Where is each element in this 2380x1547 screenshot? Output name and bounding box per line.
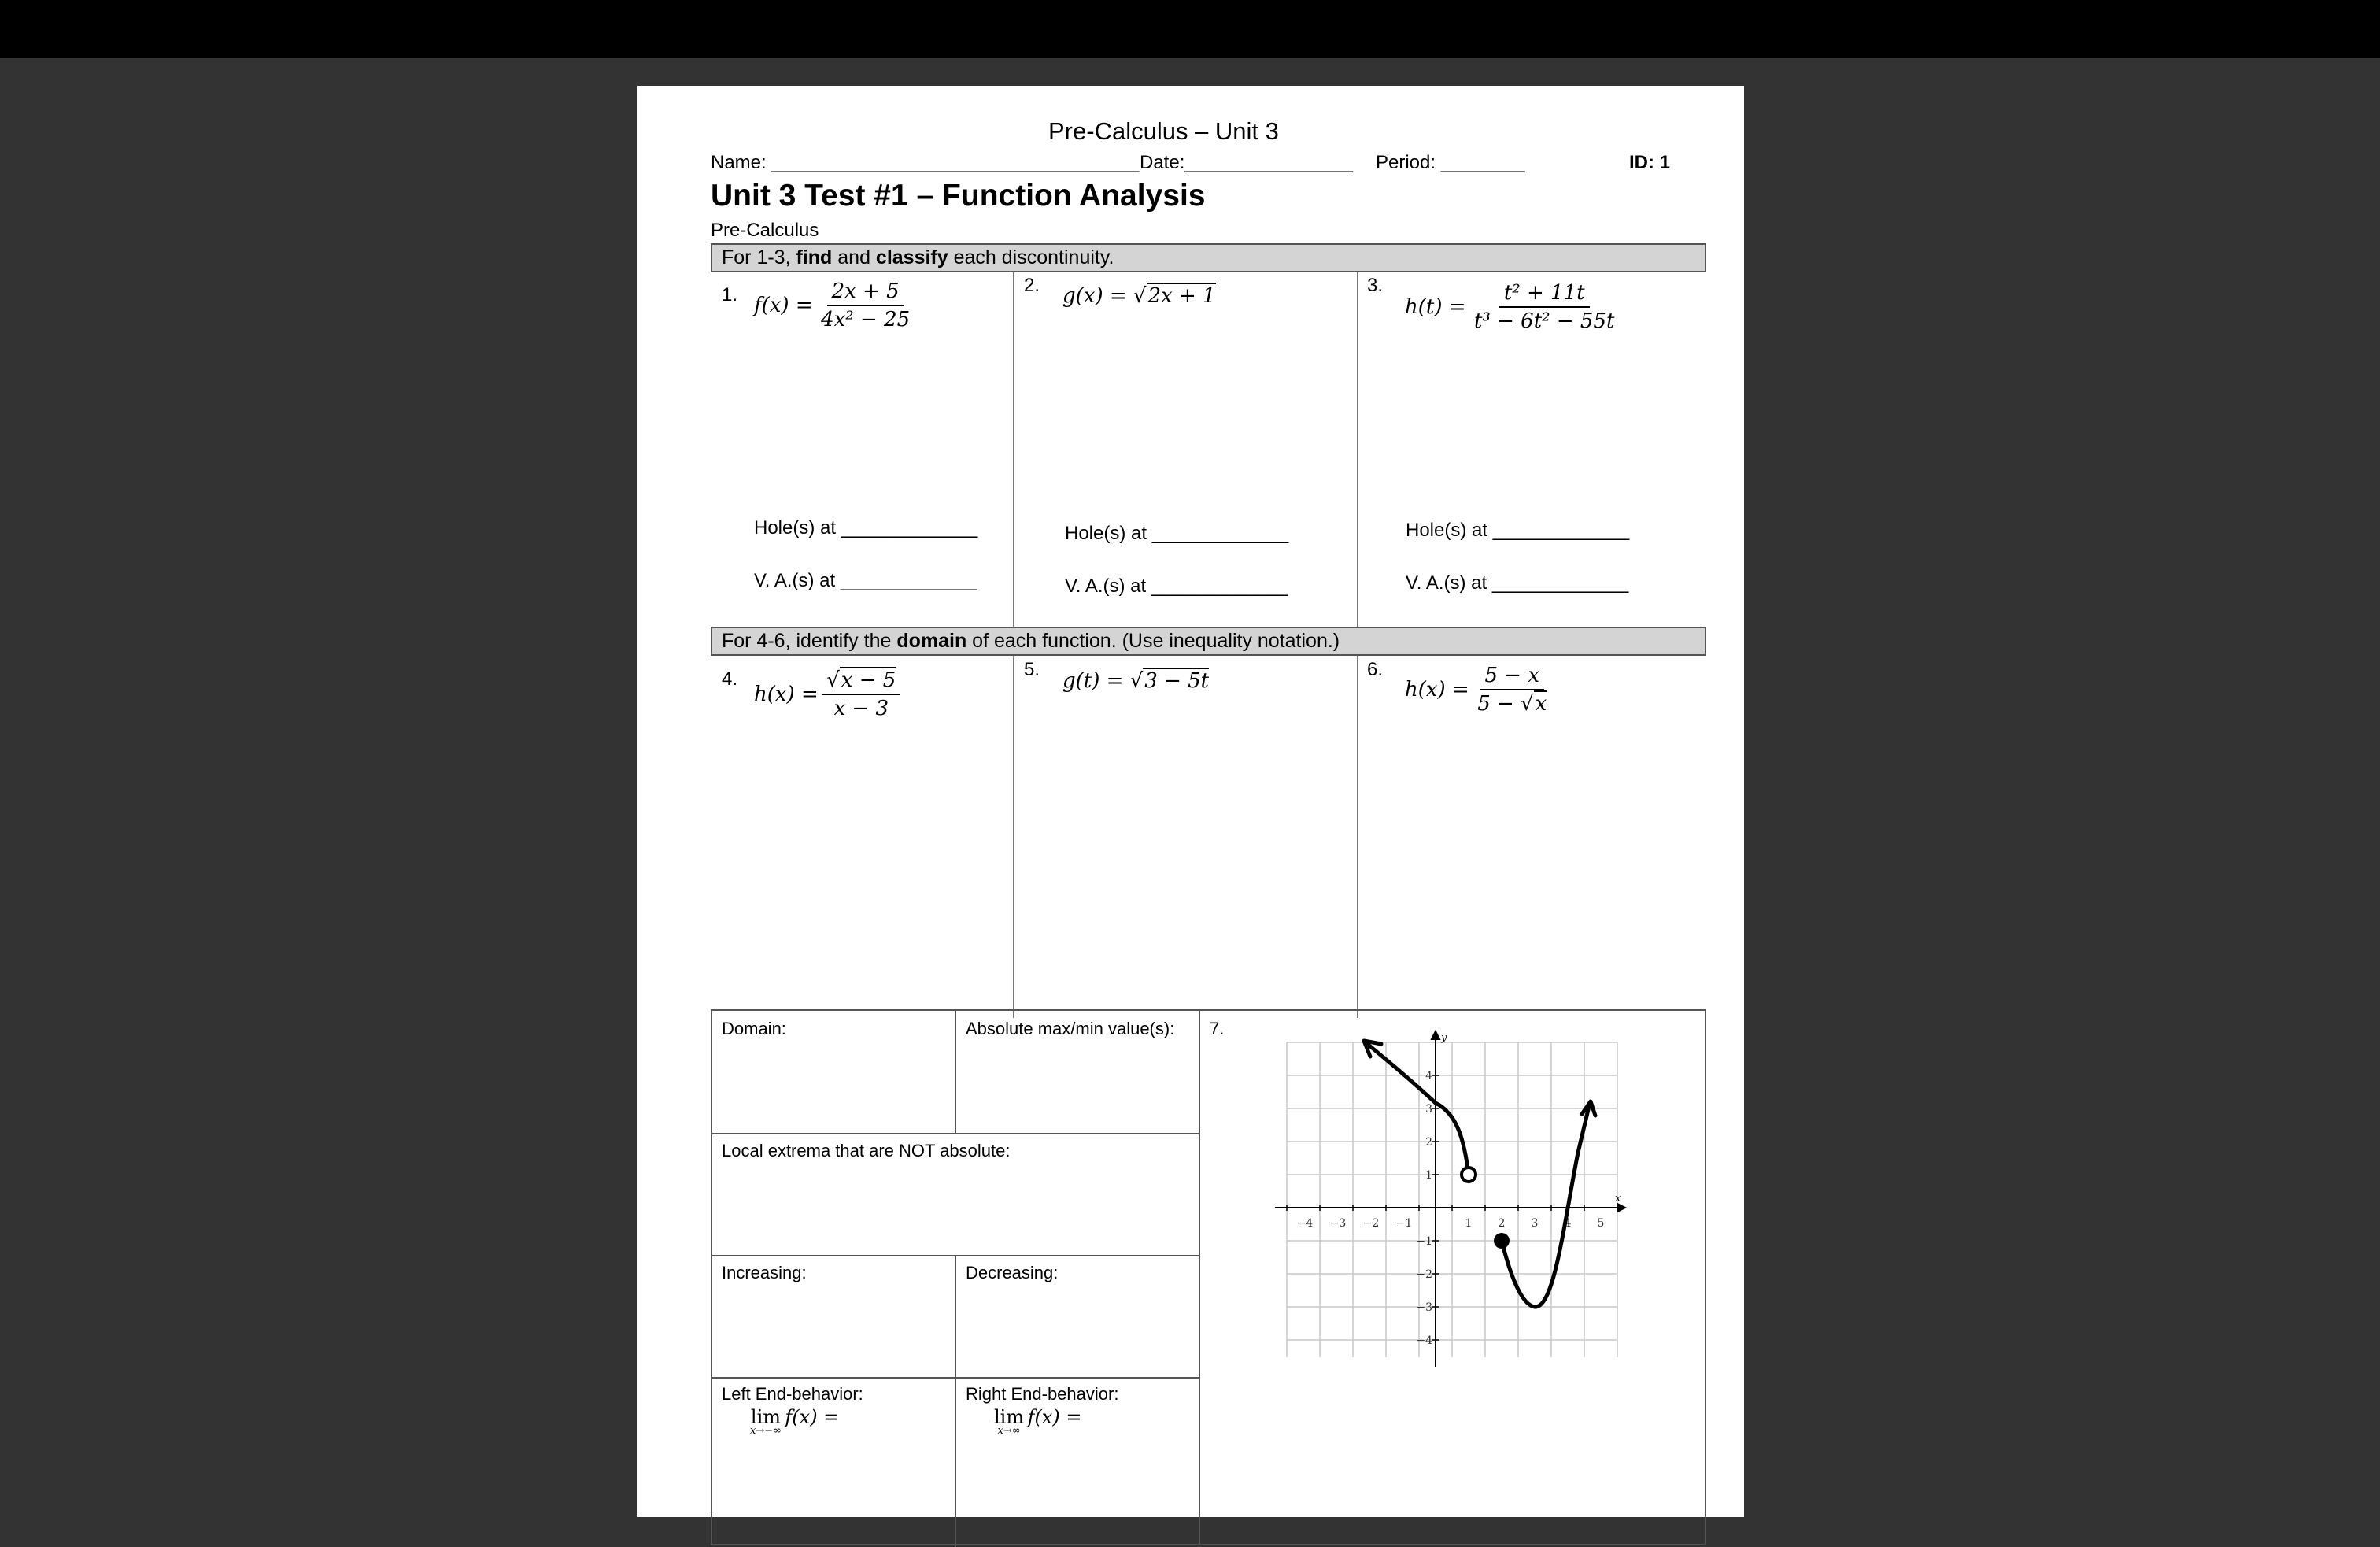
right-limit-expression: lim x→∞ f(x) = (994, 1406, 1082, 1437)
x-axis-label: x (1615, 1193, 1621, 1205)
decreasing-label: Decreasing: (966, 1263, 1059, 1282)
name-field: Name: ___________________________________ (711, 152, 1140, 173)
worksheet-page (638, 86, 1744, 1517)
viewer-top-bar (0, 0, 2380, 58)
date-field: Date:________________ (1140, 152, 1353, 173)
problem-5-expression: g(t) = √3 − 5t (1062, 669, 1210, 693)
divider (1199, 1011, 1200, 1545)
holes-blank: Hole(s) at _____________ (754, 517, 978, 538)
divider (712, 1377, 1200, 1379)
y-tick: −4 (1416, 1334, 1432, 1347)
holes-blank: Hole(s) at _____________ (1406, 520, 1630, 541)
y-tick: 2 (1425, 1136, 1432, 1149)
left-limit-expression: lim x→−∞ f(x) = (750, 1406, 840, 1437)
curve-right-branch (1502, 1103, 1590, 1307)
y-tick: −1 (1416, 1235, 1432, 1248)
problem-6-expression: h(x) = $\frac{5 - x}{5 - √x}$ (1405, 664, 1547, 716)
abs-extrema-label: Absolute max/min value(s): (966, 1019, 1175, 1038)
problem-number: 6. (1367, 659, 1384, 680)
id-label: ID: 1 (1629, 152, 1671, 173)
x-tick: 4 (1564, 1217, 1572, 1230)
problem-4-expression: h(x) = $\frac{√x - 5}{x - 3}$ (754, 668, 900, 720)
period-field: Period: ________ (1376, 152, 1525, 173)
section1-instructions: For 1-3, find and classify each discontinuity. (711, 243, 1706, 272)
problem-2-expression: g(x) = √2x + 1 (1062, 284, 1216, 308)
problem-1-expression: f(x) = $\frac{2x + 5}{\text{4x² − 25}}$ (754, 279, 911, 331)
x-tick: 5 (1597, 1217, 1605, 1230)
closed-point (1494, 1233, 1510, 1249)
test-subtitle: Pre-Calculus (711, 220, 819, 241)
local-extrema-label: Local extrema that are NOT absolute: (722, 1141, 1011, 1160)
test-title: Unit 3 Test #1 – Function Analysis (711, 179, 1206, 213)
problem-number: 3. (1367, 275, 1384, 296)
problem-number: 7. (1210, 1019, 1225, 1038)
x-tick: 2 (1498, 1217, 1506, 1230)
divider (955, 1255, 956, 1547)
y-tick: 4 (1425, 1070, 1432, 1083)
divider (712, 1133, 1200, 1134)
section2-instructions: For 4-6, identify the domain of each function. (Use inequality notation.) (711, 627, 1706, 656)
x-tick: −1 (1395, 1217, 1413, 1230)
y-tick: 1 (1425, 1169, 1432, 1182)
x-tick: −2 (1362, 1217, 1380, 1230)
right-end-behavior-label: Right End-behavior: (966, 1384, 1119, 1404)
x-tick: 1 (1465, 1217, 1473, 1230)
divider (1357, 656, 1358, 1018)
function-analysis-table (711, 1009, 1706, 1545)
va-blank: V. A.(s) at _____________ (754, 570, 978, 591)
va-blank: V. A.(s) at _____________ (1406, 572, 1629, 594)
course-unit-title: Pre-Calculus – Unit 3 (1048, 117, 1279, 145)
divider (955, 1011, 956, 1134)
x-tick: −4 (1296, 1217, 1314, 1230)
x-tick: −3 (1329, 1217, 1347, 1230)
divider (1357, 272, 1358, 627)
problem-number: 4. (722, 668, 738, 690)
y-tick: −3 (1416, 1301, 1432, 1314)
problem-number: 2. (1024, 275, 1040, 296)
problem-number: 5. (1024, 659, 1040, 680)
axes (1275, 1031, 1625, 1367)
domain-label: Domain: (722, 1019, 786, 1038)
divider (712, 1255, 1200, 1256)
function-graph (1271, 1027, 1633, 1373)
y-tick: −2 (1416, 1268, 1432, 1281)
divider (1013, 272, 1014, 627)
problem-3-expression: h(t) = $\frac{\text{t² + 11t}}{\text{t³ − 6t² − 55t}}$ (1405, 281, 1615, 333)
y-axis-label: y (1441, 1032, 1447, 1044)
increasing-label: Increasing: (722, 1263, 807, 1282)
y-tick: 3 (1425, 1103, 1432, 1116)
open-point (1462, 1168, 1476, 1182)
divider (1013, 656, 1014, 1018)
va-blank: V. A.(s) at _____________ (1065, 575, 1288, 597)
holes-blank: Hole(s) at _____________ (1065, 523, 1289, 544)
left-end-behavior-label: Left End-behavior: (722, 1384, 863, 1404)
problem-number: 1. (722, 284, 738, 305)
x-tick: 3 (1531, 1217, 1539, 1230)
